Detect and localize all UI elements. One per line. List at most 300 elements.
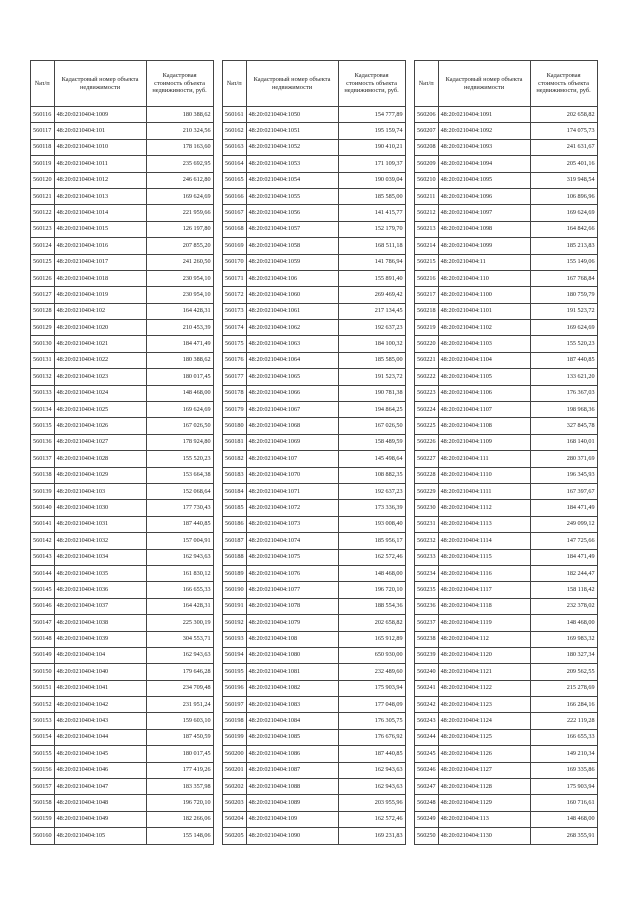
cadastral-number: 48:20:0210404:11 xyxy=(438,254,530,270)
row-number: 560175 xyxy=(223,336,247,352)
cadastral-number: 48:20:0210404:1119 xyxy=(438,615,530,631)
cadastral-value: 160 716,61 xyxy=(530,795,597,811)
cadastral-value: 185 585,00 xyxy=(338,352,405,368)
table-row xyxy=(415,188,598,204)
table-row xyxy=(31,779,214,795)
table-row xyxy=(415,762,598,778)
cadastral-number: 48:20:0210404:1075 xyxy=(246,549,338,565)
row-number: 560131 xyxy=(31,352,55,368)
cadastral-number: 48:20:0210404:1044 xyxy=(54,729,146,745)
table-row xyxy=(31,369,214,385)
cadastral-number: 48:20:0210404:113 xyxy=(438,811,530,827)
table-row xyxy=(415,156,598,172)
cadastral-value: 205 401,16 xyxy=(530,156,597,172)
table-row xyxy=(223,320,406,336)
row-number: 560143 xyxy=(31,549,55,565)
cadastral-number: 48:20:0210404:1108 xyxy=(438,418,530,434)
table-row xyxy=(415,647,598,663)
cadastral-value: 196 720,10 xyxy=(338,582,405,598)
row-number: 560155 xyxy=(31,746,55,762)
row-number: 560234 xyxy=(415,565,439,581)
table-header-row xyxy=(415,61,598,107)
table-row xyxy=(415,598,598,614)
table-row xyxy=(415,680,598,696)
cadastral-number: 48:20:0210404:1130 xyxy=(438,828,530,844)
cadastral-value: 154 777,89 xyxy=(338,107,405,123)
row-number: 560172 xyxy=(223,287,247,303)
table-row xyxy=(223,451,406,467)
cadastral-number: 48:20:0210404:1101 xyxy=(438,303,530,319)
cadastral-value: 246 612,80 xyxy=(146,172,213,188)
cadastral-number: 48:20:0210404:1019 xyxy=(54,287,146,303)
cadastral-number: 48:20:0210404:1087 xyxy=(246,762,338,778)
table-row xyxy=(31,828,214,844)
cadastral-number: 48:20:0210404:1038 xyxy=(54,615,146,631)
cadastral-number: 48:20:0210404:105 xyxy=(54,828,146,844)
cadastral-value: 178 163,60 xyxy=(146,139,213,155)
cadastral-value: 235 692,95 xyxy=(146,156,213,172)
row-number: 560200 xyxy=(223,746,247,762)
cadastral-number: 48:20:0210404:1010 xyxy=(54,139,146,155)
cadastral-value: 202 658,82 xyxy=(530,107,597,123)
row-number: 560226 xyxy=(415,434,439,450)
cadastral-value: 184 100,32 xyxy=(338,336,405,352)
cadastral-table-1 xyxy=(30,60,214,845)
row-number: 560243 xyxy=(415,713,439,729)
cadastral-number: 48:20:0210404:1096 xyxy=(438,188,530,204)
table-row xyxy=(223,828,406,844)
cadastral-value: 193 008,40 xyxy=(338,516,405,532)
cadastral-number: 48:20:0210404:1081 xyxy=(246,664,338,680)
cadastral-value: 158 489,59 xyxy=(338,434,405,450)
cadastral-number: 48:20:0210404:111 xyxy=(438,451,530,467)
cadastral-value: 162 572,46 xyxy=(338,811,405,827)
row-number: 560237 xyxy=(415,615,439,631)
cadastral-value: 196 720,10 xyxy=(146,795,213,811)
row-number: 560160 xyxy=(31,828,55,844)
row-number: 560244 xyxy=(415,729,439,745)
table-row xyxy=(415,795,598,811)
row-number: 560210 xyxy=(415,172,439,188)
cadastral-number: 48:20:0210404:101 xyxy=(54,123,146,139)
row-number: 560117 xyxy=(31,123,55,139)
cadastral-number: 48:20:0210404:1057 xyxy=(246,221,338,237)
row-number: 560146 xyxy=(31,598,55,614)
table-row xyxy=(223,172,406,188)
table-row xyxy=(31,385,214,401)
row-number: 560236 xyxy=(415,598,439,614)
table-row xyxy=(31,565,214,581)
cadastral-number: 48:20:0210404:1127 xyxy=(438,762,530,778)
cadastral-number: 48:20:0210404:1032 xyxy=(54,533,146,549)
cadastral-number: 48:20:0210404:1055 xyxy=(246,188,338,204)
cadastral-number: 48:20:0210404:1116 xyxy=(438,565,530,581)
table-row xyxy=(223,516,406,532)
row-number: 560223 xyxy=(415,385,439,401)
row-number: 560140 xyxy=(31,500,55,516)
cadastral-value: 157 004,91 xyxy=(146,533,213,549)
cadastral-number: 48:20:0210404:109 xyxy=(246,811,338,827)
table-row xyxy=(31,123,214,139)
row-number: 560201 xyxy=(223,762,247,778)
cadastral-number: 48:20:0210404:1052 xyxy=(246,139,338,155)
row-number: 560139 xyxy=(31,483,55,499)
row-number: 560213 xyxy=(415,221,439,237)
table-row xyxy=(223,746,406,762)
cadastral-number: 48:20:0210404:1080 xyxy=(246,647,338,663)
table-row xyxy=(31,418,214,434)
cadastral-number: 48:20:0210404:1056 xyxy=(246,205,338,221)
cadastral-number: 48:20:0210404:1037 xyxy=(54,598,146,614)
row-number: 560214 xyxy=(415,238,439,254)
cadastral-value: 191 523,72 xyxy=(338,369,405,385)
cadastral-value: 241 260,50 xyxy=(146,254,213,270)
row-number: 560145 xyxy=(31,582,55,598)
cadastral-value: 187 450,59 xyxy=(146,729,213,745)
cadastral-value: 187 440,85 xyxy=(530,352,597,368)
cadastral-number: 48:20:0210404:102 xyxy=(54,303,146,319)
cadastral-number: 48:20:0210404:1028 xyxy=(54,451,146,467)
table-row xyxy=(223,533,406,549)
cadastral-number: 48:20:0210404:1065 xyxy=(246,369,338,385)
cadastral-value: 268 355,91 xyxy=(530,828,597,844)
table-row xyxy=(31,598,214,614)
table-row xyxy=(415,254,598,270)
row-number: 560216 xyxy=(415,270,439,286)
cadastral-value: 145 498,64 xyxy=(338,451,405,467)
row-number: 560219 xyxy=(415,320,439,336)
row-number: 560151 xyxy=(31,680,55,696)
row-number: 560152 xyxy=(31,697,55,713)
cadastral-number: 48:20:0210404:1062 xyxy=(246,320,338,336)
table-row xyxy=(31,451,214,467)
table-row xyxy=(415,205,598,221)
cadastral-number: 48:20:0210404:1103 xyxy=(438,336,530,352)
cadastral-value: 185 956,17 xyxy=(338,533,405,549)
cadastral-number: 48:20:0210404:104 xyxy=(54,647,146,663)
table-row xyxy=(415,746,598,762)
cadastral-number: 48:20:0210404:1012 xyxy=(54,172,146,188)
cadastral-number: 48:20:0210404:1102 xyxy=(438,320,530,336)
cadastral-value: 190 039,04 xyxy=(338,172,405,188)
cadastral-number: 48:20:0210404:106 xyxy=(246,270,338,286)
row-number: 560203 xyxy=(223,795,247,811)
cadastral-number: 48:20:0210404:1009 xyxy=(54,107,146,123)
table-row xyxy=(415,221,598,237)
row-number: 560128 xyxy=(31,303,55,319)
cadastral-number: 48:20:0210404:1045 xyxy=(54,746,146,762)
table-row xyxy=(223,779,406,795)
table-header-row xyxy=(31,61,214,107)
cadastral-number: 48:20:0210404:1117 xyxy=(438,582,530,598)
table-row xyxy=(415,123,598,139)
cadastral-value: 164 842,66 xyxy=(530,221,597,237)
row-number: 560206 xyxy=(415,107,439,123)
cadastral-value: 210 324,56 xyxy=(146,123,213,139)
cadastral-value: 192 637,23 xyxy=(338,320,405,336)
table-row xyxy=(415,549,598,565)
row-number: 560239 xyxy=(415,647,439,663)
table-row xyxy=(223,156,406,172)
cadastral-value: 222 119,28 xyxy=(530,713,597,729)
table-row xyxy=(31,238,214,254)
cadastral-value: 155 520,23 xyxy=(530,336,597,352)
table-row xyxy=(415,369,598,385)
row-number: 560142 xyxy=(31,533,55,549)
cadastral-value: 178 924,80 xyxy=(146,434,213,450)
cadastral-value: 182 244,47 xyxy=(530,565,597,581)
cadastral-value: 177 730,43 xyxy=(146,500,213,516)
row-number: 560183 xyxy=(223,467,247,483)
table-row xyxy=(31,270,214,286)
cadastral-value: 232 378,02 xyxy=(530,598,597,614)
cadastral-number: 48:20:0210404:1021 xyxy=(54,336,146,352)
table-row xyxy=(31,664,214,680)
cadastral-value: 210 453,39 xyxy=(146,320,213,336)
table-row xyxy=(223,549,406,565)
table-row xyxy=(415,352,598,368)
cadastral-number: 48:20:0210404:1069 xyxy=(246,434,338,450)
cadastral-value: 187 440,85 xyxy=(146,516,213,532)
cadastral-number: 48:20:0210404:1054 xyxy=(246,172,338,188)
header-cadastral-value: Кадастровая стоимость объекта недвижимости, руб. xyxy=(338,61,405,107)
row-number: 560135 xyxy=(31,418,55,434)
cadastral-number: 48:20:0210404:1083 xyxy=(246,697,338,713)
cadastral-number: 48:20:0210404:1031 xyxy=(54,516,146,532)
row-number: 560205 xyxy=(223,828,247,844)
cadastral-value: 148 468,00 xyxy=(530,811,597,827)
row-number: 560191 xyxy=(223,598,247,614)
cadastral-number: 48:20:0210404:1061 xyxy=(246,303,338,319)
cadastral-value: 152 179,70 xyxy=(338,221,405,237)
cadastral-number: 48:20:0210404:1073 xyxy=(246,516,338,532)
cadastral-value: 173 336,39 xyxy=(338,500,405,516)
cadastral-number: 48:20:0210404:108 xyxy=(246,631,338,647)
table-row xyxy=(415,615,598,631)
cadastral-value: 203 955,96 xyxy=(338,795,405,811)
cadastral-number: 48:20:0210404:1024 xyxy=(54,385,146,401)
cadastral-number: 48:20:0210404:1088 xyxy=(246,779,338,795)
cadastral-number: 48:20:0210404:1091 xyxy=(438,107,530,123)
table-row xyxy=(415,451,598,467)
table-row xyxy=(223,303,406,319)
cadastral-number: 48:20:0210404:1046 xyxy=(54,762,146,778)
table-row xyxy=(31,631,214,647)
cadastral-value: 162 943,63 xyxy=(338,779,405,795)
table-row xyxy=(415,483,598,499)
cadastral-value: 153 664,38 xyxy=(146,467,213,483)
row-number: 560164 xyxy=(223,156,247,172)
cadastral-value: 304 553,71 xyxy=(146,631,213,647)
cadastral-number: 48:20:0210404:1017 xyxy=(54,254,146,270)
cadastral-value: 148 468,00 xyxy=(338,565,405,581)
cadastral-number: 48:20:0210404:1079 xyxy=(246,615,338,631)
row-number: 560240 xyxy=(415,664,439,680)
cadastral-value: 183 357,98 xyxy=(146,779,213,795)
cadastral-value: 155 149,06 xyxy=(530,254,597,270)
cadastral-number: 48:20:0210404:1025 xyxy=(54,402,146,418)
row-number: 560190 xyxy=(223,582,247,598)
table-row xyxy=(223,238,406,254)
table-row xyxy=(31,680,214,696)
table-row xyxy=(223,336,406,352)
row-number: 560176 xyxy=(223,352,247,368)
table-row xyxy=(415,533,598,549)
row-number: 560247 xyxy=(415,779,439,795)
cadastral-value: 180 017,45 xyxy=(146,369,213,385)
table-row xyxy=(415,287,598,303)
cadastral-number: 48:20:0210404:1020 xyxy=(54,320,146,336)
header-cadastral-value: Кадастровая стоимость объекта недвижимости, руб. xyxy=(530,61,597,107)
table-row xyxy=(31,549,214,565)
row-number: 560199 xyxy=(223,729,247,745)
cadastral-number: 48:20:0210404:1129 xyxy=(438,795,530,811)
table-row xyxy=(415,402,598,418)
cadastral-value: 225 300,19 xyxy=(146,615,213,631)
row-number: 560154 xyxy=(31,729,55,745)
table-row xyxy=(223,418,406,434)
cadastral-number: 48:20:0210404:1122 xyxy=(438,680,530,696)
cadastral-number: 48:20:0210404:1013 xyxy=(54,188,146,204)
cadastral-value: 175 903,94 xyxy=(338,680,405,696)
table-row xyxy=(415,631,598,647)
cadastral-number: 48:20:0210404:1113 xyxy=(438,516,530,532)
cadastral-value: 175 903,94 xyxy=(530,779,597,795)
cadastral-number: 48:20:0210404:1060 xyxy=(246,287,338,303)
row-number: 560162 xyxy=(223,123,247,139)
table-row xyxy=(223,352,406,368)
row-number: 560195 xyxy=(223,664,247,680)
row-number: 560132 xyxy=(31,369,55,385)
cadastral-number: 48:20:0210404:1100 xyxy=(438,287,530,303)
table-row xyxy=(223,500,406,516)
cadastral-value: 192 637,23 xyxy=(338,483,405,499)
cadastral-value: 162 572,46 xyxy=(338,549,405,565)
table-row xyxy=(31,746,214,762)
cadastral-value: 159 603,10 xyxy=(146,713,213,729)
table-row xyxy=(31,188,214,204)
table-row xyxy=(31,697,214,713)
cadastral-number: 48:20:0210404:1047 xyxy=(54,779,146,795)
table-row xyxy=(415,582,598,598)
cadastral-value: 230 954,10 xyxy=(146,270,213,286)
row-number: 560189 xyxy=(223,565,247,581)
table-row xyxy=(31,205,214,221)
table-row xyxy=(31,352,214,368)
table-row xyxy=(223,205,406,221)
row-number: 560136 xyxy=(31,434,55,450)
row-number: 560174 xyxy=(223,320,247,336)
row-number: 560129 xyxy=(31,320,55,336)
cadastral-number: 48:20:0210404:1041 xyxy=(54,680,146,696)
cadastral-value: 177 419,26 xyxy=(146,762,213,778)
row-number: 560232 xyxy=(415,533,439,549)
row-number: 560144 xyxy=(31,565,55,581)
table-row xyxy=(415,270,598,286)
row-number: 560207 xyxy=(415,123,439,139)
row-number: 560159 xyxy=(31,811,55,827)
table-row xyxy=(223,385,406,401)
cadastral-value: 191 523,72 xyxy=(530,303,597,319)
table-row xyxy=(223,107,406,123)
row-number: 560187 xyxy=(223,533,247,549)
row-number: 560220 xyxy=(415,336,439,352)
row-number: 560227 xyxy=(415,451,439,467)
cadastral-number: 48:20:0210404:1086 xyxy=(246,746,338,762)
table-row xyxy=(223,615,406,631)
row-number: 560217 xyxy=(415,287,439,303)
cadastral-value: 180 388,62 xyxy=(146,352,213,368)
table-row xyxy=(415,385,598,401)
row-number: 560130 xyxy=(31,336,55,352)
row-number: 560224 xyxy=(415,402,439,418)
cadastral-number: 48:20:0210404:1098 xyxy=(438,221,530,237)
row-number: 560161 xyxy=(223,107,247,123)
cadastral-number: 48:20:0210404:1090 xyxy=(246,828,338,844)
cadastral-number: 48:20:0210404:1067 xyxy=(246,402,338,418)
row-number: 560122 xyxy=(31,205,55,221)
row-number: 560211 xyxy=(415,188,439,204)
row-number: 560238 xyxy=(415,631,439,647)
cadastral-number: 48:20:0210404:1034 xyxy=(54,549,146,565)
row-number: 560150 xyxy=(31,664,55,680)
cadastral-value: 190 410,21 xyxy=(338,139,405,155)
table-row xyxy=(415,828,598,844)
table-row xyxy=(31,795,214,811)
table-row xyxy=(223,270,406,286)
row-number: 560149 xyxy=(31,647,55,663)
cadastral-value: 249 099,12 xyxy=(530,516,597,532)
row-number: 560196 xyxy=(223,680,247,696)
cadastral-value: 133 621,20 xyxy=(530,369,597,385)
cadastral-number: 48:20:0210404:1109 xyxy=(438,434,530,450)
table-row xyxy=(415,303,598,319)
cadastral-number: 48:20:0210404:112 xyxy=(438,631,530,647)
row-number: 560233 xyxy=(415,549,439,565)
table-row xyxy=(31,647,214,663)
row-number: 560198 xyxy=(223,713,247,729)
cadastral-number: 48:20:0210404:1114 xyxy=(438,533,530,549)
table-row xyxy=(223,287,406,303)
cadastral-value: 169 624,69 xyxy=(146,188,213,204)
table-row xyxy=(415,516,598,532)
cadastral-value: 180 327,34 xyxy=(530,647,597,663)
row-number: 560141 xyxy=(31,516,55,532)
row-number: 560147 xyxy=(31,615,55,631)
cadastral-number: 48:20:0210404:1092 xyxy=(438,123,530,139)
cadastral-value: 194 864,25 xyxy=(338,402,405,418)
table-row xyxy=(223,729,406,745)
table-row xyxy=(31,221,214,237)
cadastral-number: 48:20:0210404:1066 xyxy=(246,385,338,401)
row-number: 560212 xyxy=(415,205,439,221)
cadastral-number: 48:20:0210404:1125 xyxy=(438,729,530,745)
cadastral-number: 48:20:0210404:1039 xyxy=(54,631,146,647)
row-number: 560229 xyxy=(415,483,439,499)
cadastral-number: 48:20:0210404:1071 xyxy=(246,483,338,499)
row-number: 560180 xyxy=(223,418,247,434)
cadastral-value: 176 367,03 xyxy=(530,385,597,401)
table-row xyxy=(31,320,214,336)
cadastral-table-3 xyxy=(414,60,598,845)
table-row xyxy=(31,811,214,827)
row-number: 560231 xyxy=(415,516,439,532)
table-row xyxy=(31,107,214,123)
table-row xyxy=(223,565,406,581)
cadastral-value: 169 624,69 xyxy=(530,205,597,221)
row-number: 560225 xyxy=(415,418,439,434)
row-number: 560182 xyxy=(223,451,247,467)
